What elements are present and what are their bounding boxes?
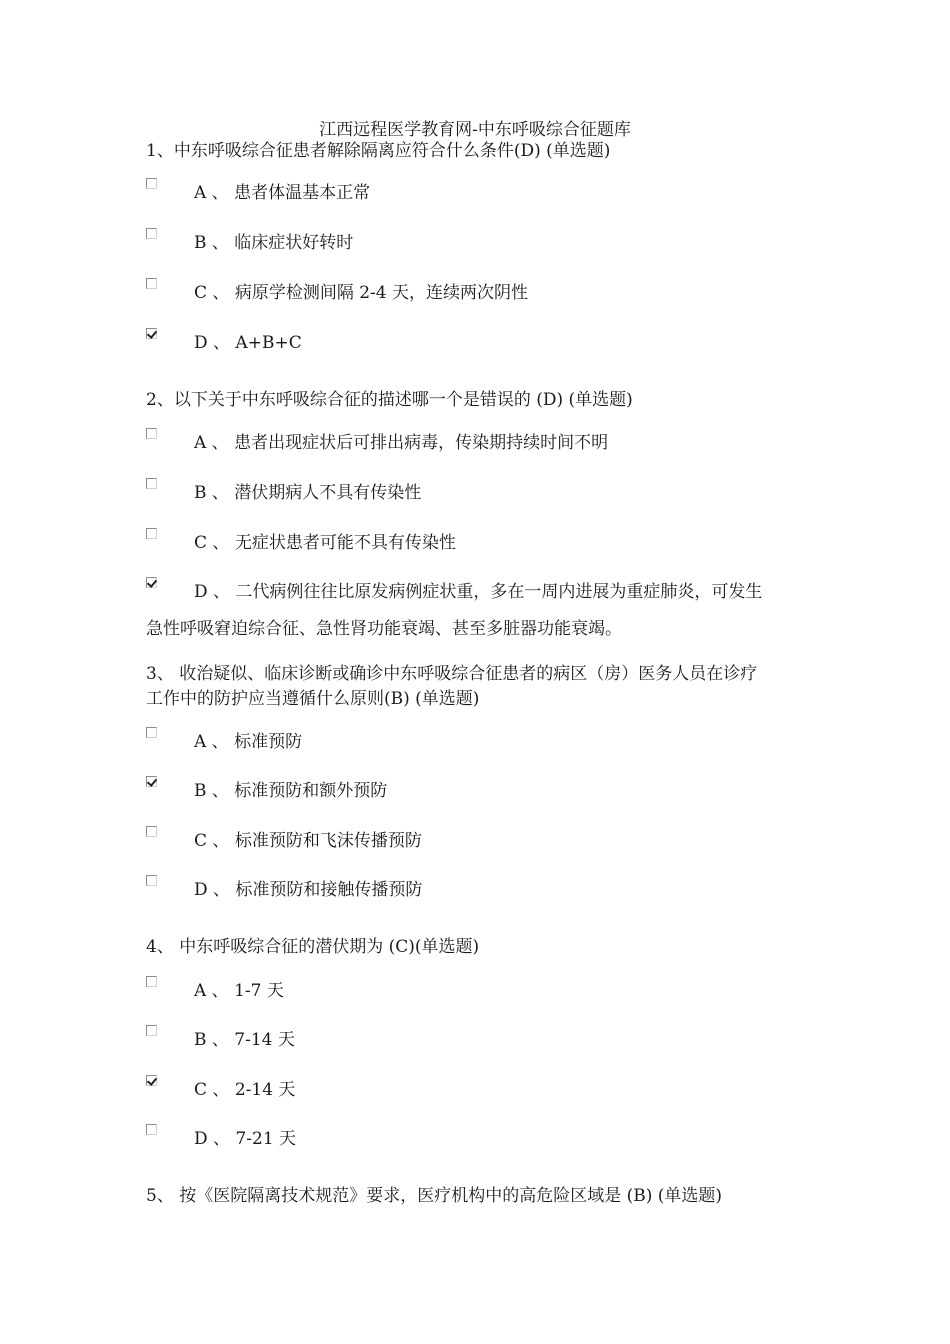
option-4b[interactable] — [146, 1025, 846, 1051]
checkbox-3c[interactable] — [146, 826, 157, 837]
checkbox-4d[interactable] — [146, 1124, 157, 1135]
option-label: B 、 临床症状好转时 — [194, 233, 354, 253]
question-3: 3、 收治疑似、临床诊断或确诊中东呼吸综合征患者的病区（房）医务人员在诊疗 — [146, 664, 758, 684]
option-4c[interactable] — [146, 1075, 846, 1101]
option-label: B 、 7-14 天 — [194, 1030, 295, 1050]
checkbox-1d[interactable] — [146, 328, 157, 339]
option-label: D 、 二代病例往往比原发病例症状重，多在一周内进展为重症肺炎，可发生 — [194, 582, 763, 602]
option-1d[interactable] — [146, 328, 846, 354]
checkbox-2a[interactable] — [146, 428, 157, 439]
checkbox-1a[interactable] — [146, 178, 157, 189]
question-3-continued: 工作中的防护应当遵循什么原则(B) (单选题) — [146, 689, 480, 709]
option-label: B 、 潜伏期病人不具有传染性 — [194, 483, 422, 503]
option-1b[interactable] — [146, 228, 846, 254]
option-1c[interactable] — [146, 278, 846, 304]
option-2d[interactable] — [146, 577, 846, 603]
checkbox-2d[interactable] — [146, 577, 157, 588]
checkbox-3b[interactable] — [146, 776, 157, 787]
option-3d[interactable] — [146, 875, 846, 901]
option-label: A 、 患者出现症状后可排出病毒，传染期持续时间不明 — [194, 433, 609, 453]
question-1: 1、中东呼吸综合征患者解除隔离应符合什么条件(D) (单选题) — [146, 141, 611, 161]
option-label: C 、 病原学检测间隔 2-4 天，连续两次阴性 — [194, 283, 528, 303]
option-label: C 、 无症状患者可能不具有传染性 — [194, 533, 456, 553]
option-3b[interactable] — [146, 776, 846, 802]
option-label: B 、 标准预防和额外预防 — [194, 781, 388, 801]
question-4: 4、 中东呼吸综合征的潜伏期为 (C)(单选题) — [146, 937, 480, 957]
option-2b[interactable] — [146, 478, 846, 504]
checkbox-4b[interactable] — [146, 1025, 157, 1036]
page-title: 江西远程医学教育网-中东呼吸综合征题库 — [319, 120, 631, 140]
option-label: D 、 A+B+C — [194, 333, 302, 353]
option-label: A 、 标准预防 — [194, 732, 303, 752]
option-4a[interactable] — [146, 976, 846, 1002]
question-2: 2、以下关于中东呼吸综合征的描述哪一个是错误的 (D) (单选题) — [146, 390, 633, 410]
option-label: C 、 2-14 天 — [194, 1080, 296, 1100]
option-label-continued: 急性呼吸窘迫综合征、急性肾功能衰竭、甚至多脏器功能衰竭。 — [146, 619, 622, 639]
checkbox-1c[interactable] — [146, 278, 157, 289]
option-label: A 、 患者体温基本正常 — [194, 183, 371, 203]
checkbox-2b[interactable] — [146, 478, 157, 489]
checkbox-4c[interactable] — [146, 1075, 157, 1086]
checkbox-3d[interactable] — [146, 875, 157, 886]
checkbox-4a[interactable] — [146, 976, 157, 987]
option-4d[interactable] — [146, 1124, 846, 1150]
option-label: C 、 标准预防和飞沫传播预防 — [194, 831, 422, 851]
checkbox-3a[interactable] — [146, 727, 157, 738]
option-label: D 、 7-21 天 — [194, 1129, 297, 1149]
option-2c[interactable] — [146, 528, 846, 554]
option-2a[interactable] — [146, 428, 846, 454]
option-1a[interactable] — [146, 178, 846, 204]
option-label: D 、 标准预防和接触传播预防 — [194, 880, 423, 900]
option-3a[interactable] — [146, 727, 846, 753]
question-5: 5、 按《医院隔离技术规范》要求，医疗机构中的高危险区域是 (B) (单选题) — [146, 1186, 723, 1206]
checkbox-2c[interactable] — [146, 528, 157, 539]
option-label: A 、 1-7 天 — [194, 981, 284, 1001]
option-3c[interactable] — [146, 826, 846, 852]
checkbox-1b[interactable] — [146, 228, 157, 239]
